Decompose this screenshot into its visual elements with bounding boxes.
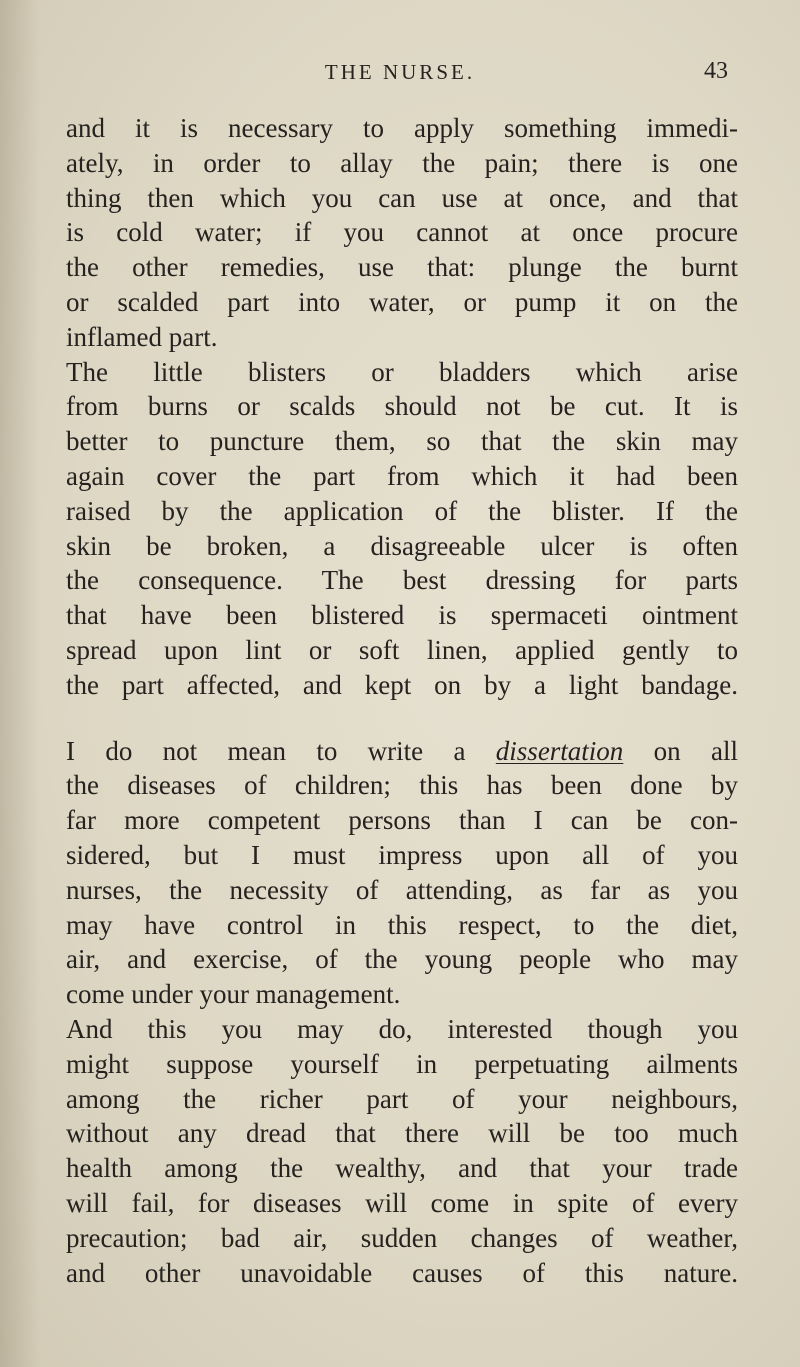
paragraph-spacer	[66, 703, 738, 734]
text-line: come under your management.	[66, 979, 401, 1010]
text-line: that have been blistered is spermaceti ointment	[66, 600, 738, 631]
text-line: will fail, for diseases will come in spite of every	[66, 1187, 738, 1218]
text-line: health among the wealthy, and that your trade	[66, 1153, 738, 1184]
text-line: skin be broken, a disagreeable ulcer is often	[66, 530, 738, 561]
text-line: raised by the application of the blister. If the	[66, 495, 738, 526]
text-line: the diseases of children; this has been done by	[66, 770, 738, 801]
text-line: the other remedies, use that: plunge the burnt	[66, 252, 738, 283]
text-run: I do not mean to write a	[66, 735, 496, 766]
running-title: THE NURSE.	[324, 60, 476, 84]
paragraph-1	[66, 111, 738, 355]
text-line: is cold water; if you cannot at once procure	[66, 217, 738, 248]
text-line: precaution; bad air, sudden changes of weather,	[66, 1222, 738, 1253]
text-line: and other unavoidable causes of this nature.	[66, 1257, 738, 1288]
text-line: air, and exercise, of the young people who may	[66, 944, 738, 975]
text-line: again cover the part from which it had been	[66, 460, 738, 491]
text-line: may have control in this respect, to the diet,	[66, 909, 738, 940]
text-line: far more competent persons than I can be con-	[66, 805, 738, 836]
text-line: The little blisters or bladders which arise	[66, 356, 738, 387]
paragraph-3	[66, 734, 738, 1012]
paragraph-4	[66, 1012, 738, 1290]
text-line: And this you may do, interested though you	[66, 1013, 738, 1044]
body-text	[66, 111, 738, 1290]
page-number: 43	[704, 58, 728, 84]
text-run: on all	[623, 735, 738, 766]
text-line: nurses, the necessity of attending, as far as you	[66, 874, 738, 905]
running-head	[0, 56, 800, 96]
text-line: among the richer part of your neighbours,	[66, 1083, 738, 1114]
text-line: better to puncture them, so that the skin may	[66, 426, 738, 457]
text-line: the part affected, and kept on by a light bandage.	[66, 669, 738, 700]
text-line: without any dread that there will be too much	[66, 1118, 738, 1149]
text-line: or scalded part into water, or pump it on the	[66, 286, 738, 317]
text-line: might suppose yourself in perpetuating ailments	[66, 1048, 738, 1079]
text-line: the consequence. The best dressing for parts	[66, 565, 738, 596]
text-line: inflamed part.	[66, 321, 218, 352]
text-line: and it is necessary to apply something immedi-	[66, 113, 738, 143]
text-line: ately, in order to allay the pain; there is one	[66, 147, 738, 178]
text-line: from burns or scalds should not be cut. It is	[66, 391, 738, 422]
emphasized-word: dissertation	[495, 735, 624, 766]
text-line: thing then which you can use at once, and that	[66, 182, 738, 213]
paragraph-2	[66, 355, 738, 703]
gutter-shadow	[0, 0, 40, 1367]
text-line: spread upon lint or soft linen, applied gently to	[66, 634, 738, 665]
text-line-with-emphasis	[66, 734, 738, 769]
text-line: sidered, but I must impress upon all of you	[66, 839, 738, 870]
